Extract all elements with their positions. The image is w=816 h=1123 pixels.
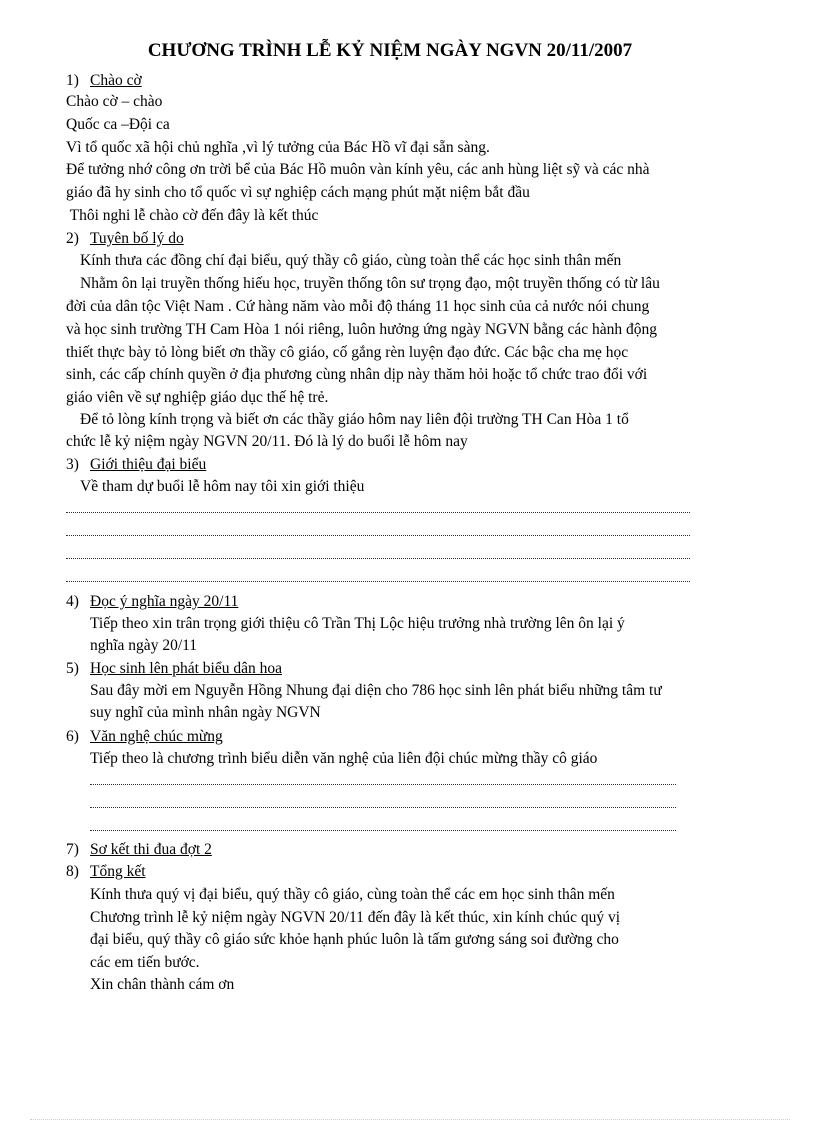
text-line: Chương trình lễ kỷ niệm ngày NGVN 20/11 đến đây là kết thúc, xin kính chúc quý vị	[90, 909, 621, 926]
text-line: Chào cờ – chào	[66, 93, 163, 110]
dotted-fill-line	[66, 502, 690, 513]
section-number: 4)	[66, 593, 79, 610]
section-4-header	[66, 592, 238, 612]
section-number: 6)	[66, 728, 79, 745]
section-1-header	[66, 71, 142, 91]
section-number: 3)	[66, 456, 79, 473]
text-line: Sau đây mời em Nguyễn Hồng Nhung đại diện cho 786 học sinh lên phát biểu những tâm tư	[90, 682, 662, 699]
section-5-header	[66, 659, 282, 679]
text-line: Kính thưa quý vị đại biểu, quý thầy cô giáo, cùng toàn thể các em học sinh thân mến	[90, 886, 615, 903]
section-number: 5)	[66, 660, 79, 677]
dotted-fill-line	[66, 525, 690, 536]
section-3-header	[66, 455, 206, 475]
section-8-header	[66, 862, 146, 882]
dotted-fill-line	[90, 797, 676, 808]
text-line: và học sinh trường TH Cam Hòa 1 nói riêng, luôn hưởng ứng ngày NGVN bằng các hành động	[66, 321, 658, 338]
section-heading: Chào cờ	[90, 72, 142, 89]
text-line: Thôi nghi lễ chào cờ đến đây là kết thúc	[66, 207, 319, 224]
text-line: đại biểu, quý thầy cô giáo sức khỏe hạnh phúc luôn là tấm gương sáng soi đường cho	[90, 931, 619, 948]
text-line: Tiếp theo xin trân trọng giới thiệu cô Trần Thị Lộc hiệu trưởng nhà trường lên ôn lại ý	[90, 615, 625, 632]
section-2-header	[66, 229, 184, 249]
text-line: Tiếp theo là chương trình biểu diễn văn nghệ của liên đội chúc mừng thầy cô giáo	[90, 750, 598, 767]
page-bottom-border	[30, 1119, 790, 1120]
text-line: đời của dân tộc Việt Nam . Cứ hàng năm vào mỗi độ tháng 11 học sinh của cả nước nói chung	[66, 298, 650, 315]
section-7-header	[66, 840, 212, 860]
section-heading: Đọc ý nghĩa ngày 20/11	[90, 593, 239, 610]
text-line: giáo viên về sự nghiệp giáo dục thế hệ trẻ.	[66, 389, 329, 406]
dotted-fill-line	[90, 820, 676, 831]
text-line: Xin chân thành cám ơn	[90, 976, 235, 993]
section-heading: Giới thiệu đại biểu	[90, 456, 207, 473]
text-line: Vì tổ quốc xã hội chủ nghĩa ,vì lý tưởng của Bác Hồ vĩ đại sẵn sàng.	[66, 139, 490, 156]
section-number: 8)	[66, 863, 79, 880]
section-heading: Tổng kết	[90, 863, 146, 880]
text-line: suy nghĩ của mình nhân ngày NGVN	[90, 704, 321, 721]
text-line: Kính thưa các đồng chí đại biểu, quý thầy cô giáo, cùng toàn thể các học sinh thân mến	[80, 252, 622, 269]
text-line: các em tiến bước.	[90, 954, 200, 971]
text-line: thiết thực bày tỏ lòng biết ơn thầy cô giáo, cố gắng rèn luyện đạo đức. Các bậc cha mẹ học	[66, 344, 629, 361]
dotted-fill-line	[66, 548, 690, 559]
section-heading: Sơ kết thi đua đợt 2	[90, 841, 212, 858]
section-number: 1)	[66, 72, 79, 89]
dotted-fill-line	[90, 774, 676, 785]
text-line: sinh, các cấp chính quyền ở địa phương cùng nhân dịp này thăm hỏi hoặc tổ chức trao đổi với	[66, 366, 648, 383]
document-title: CHƯƠNG TRÌNH LỄ KỶ NIỆM NGÀY NGVN 20/11/2007	[147, 40, 633, 61]
text-line: Để tưởng nhớ công ơn trời bể của Bác Hồ muôn vàn kính yêu, các anh hùng liệt sỹ và các nhà	[66, 161, 650, 178]
section-heading: Văn nghệ chúc mừng	[90, 728, 223, 745]
text-line: chức lễ kỷ niệm ngày NGVN 20/11. Đó là lý do buổi lễ hôm nay	[66, 433, 468, 450]
section-number: 7)	[66, 841, 79, 858]
section-heading: Tuyên bố lý do	[90, 230, 184, 247]
text-line: Nhằm ôn lại truyền thống hiếu học, truyền thống tôn sư trọng đạo, một truyền thống có từ lâu	[80, 275, 660, 292]
text-line: Quốc ca –Đội ca	[66, 116, 170, 133]
text-line: Để tỏ lòng kính trọng và biết ơn các thầy giáo hôm nay liên đội trường TH Can Hòa 1 tổ	[80, 411, 629, 428]
text-line: giáo đã hy sinh cho tổ quốc vì sự nghiệp cách mạng phút mặt niệm bắt đầu	[66, 184, 530, 201]
dotted-fill-line	[66, 571, 690, 582]
section-number: 2)	[66, 230, 79, 247]
section-6-header	[66, 727, 223, 747]
text-line: Về tham dự buổi lễ hôm nay tôi xin giới thiệu	[80, 478, 365, 495]
section-heading: Học sinh lên phát biểu dân hoa	[90, 660, 282, 677]
text-line: nghĩa ngày 20/11	[90, 637, 198, 654]
